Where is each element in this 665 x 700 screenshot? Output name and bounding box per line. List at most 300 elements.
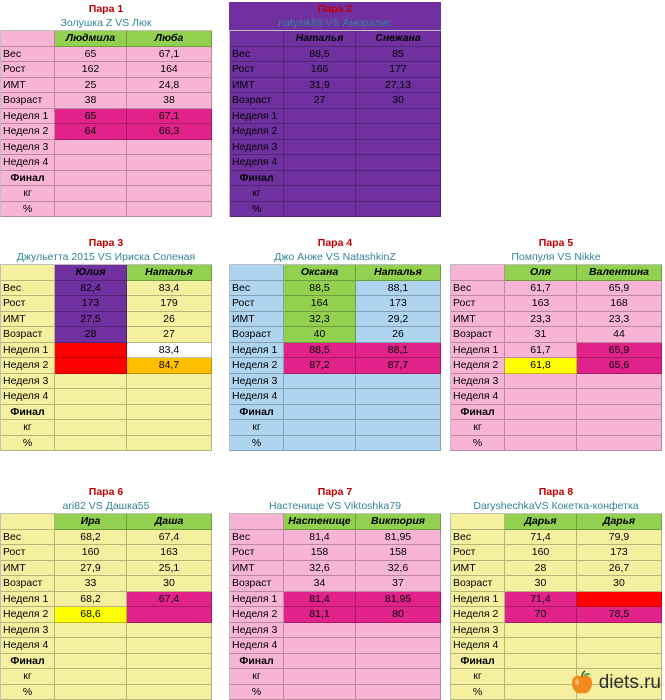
- row-label: Финал: [451, 654, 505, 670]
- row-label: %: [230, 202, 284, 218]
- value-cell-1: [505, 685, 577, 700]
- value-cell-2: [356, 109, 441, 125]
- value-cell-2: 177: [356, 62, 441, 78]
- row-label: Неделя 1: [230, 343, 284, 359]
- row-label: кг: [230, 420, 284, 436]
- value-cell-1: 163: [505, 296, 577, 312]
- value-cell-2: [127, 623, 212, 639]
- value-cell-2: 27: [127, 327, 212, 343]
- row-label: Финал: [1, 654, 55, 670]
- header-corner: [451, 514, 505, 530]
- participant-name-1: Юлия: [55, 265, 127, 281]
- value-cell-1: 81,1: [284, 607, 356, 623]
- table-row: [1, 312, 212, 328]
- table-row: [1, 155, 212, 171]
- table-row: [1, 420, 212, 436]
- value-cell-2: 23,3: [577, 312, 662, 328]
- row-label: Неделя 2: [1, 124, 55, 140]
- row-label: %: [451, 685, 505, 700]
- table-row: [451, 623, 662, 639]
- value-cell-2: 173: [577, 545, 662, 561]
- participant-name-2: Наталья: [127, 265, 212, 281]
- value-cell-1: [55, 171, 127, 187]
- value-cell-2: [577, 374, 662, 390]
- value-cell-2: [127, 405, 212, 421]
- table-row: [230, 78, 441, 94]
- row-label: Возраст: [1, 576, 55, 592]
- value-cell-2: [127, 186, 212, 202]
- value-cell-1: [505, 638, 577, 654]
- header-corner: [1, 514, 55, 530]
- table-row: [451, 358, 662, 374]
- apple-icon: [569, 670, 595, 696]
- table-row: [451, 374, 662, 390]
- value-cell-2: 163: [127, 545, 212, 561]
- value-cell-2: [127, 171, 212, 187]
- pair-subtitle: DaryshechkaVS Кокетка-конфетка: [473, 500, 639, 512]
- pair-table: [229, 30, 441, 217]
- value-cell-1: 88,5: [284, 343, 356, 359]
- value-cell-1: 68,2: [55, 592, 127, 608]
- value-cell-1: 61,7: [505, 343, 577, 359]
- row-label: %: [230, 685, 284, 700]
- table-row: [230, 389, 441, 405]
- value-cell-1: 164: [284, 296, 356, 312]
- row-label: Вес: [230, 530, 284, 546]
- value-cell-2: [127, 436, 212, 452]
- value-cell-2: 80: [356, 607, 441, 623]
- table-row: [230, 202, 441, 218]
- table-row: [230, 654, 441, 670]
- value-cell-2: [577, 592, 662, 608]
- row-label: Неделя 4: [1, 638, 55, 654]
- value-cell-2: 85: [356, 47, 441, 63]
- value-cell-1: [55, 374, 127, 390]
- value-cell-2: [356, 202, 441, 218]
- value-cell-2: 88,1: [356, 343, 441, 359]
- value-cell-1: [284, 140, 356, 156]
- table-row: [230, 420, 441, 436]
- row-label: Вес: [1, 530, 55, 546]
- row-label: Возраст: [1, 93, 55, 109]
- table-row: [451, 530, 662, 546]
- row-label: Неделя 1: [451, 343, 505, 359]
- pair-title: Пара 5: [538, 237, 574, 249]
- value-cell-2: [356, 405, 441, 421]
- value-cell-1: [55, 140, 127, 156]
- table-row: [451, 405, 662, 421]
- row-label: Рост: [1, 296, 55, 312]
- participant-name-2: Дарья: [577, 514, 662, 530]
- value-cell-1: [505, 374, 577, 390]
- value-cell-2: 83,4: [127, 343, 212, 359]
- value-cell-1: [284, 405, 356, 421]
- row-label: Неделя 1: [1, 592, 55, 608]
- row-label: Неделя 1: [1, 109, 55, 125]
- value-cell-2: [356, 171, 441, 187]
- value-cell-1: 160: [55, 545, 127, 561]
- header-corner: [230, 514, 284, 530]
- row-label: Финал: [1, 171, 55, 187]
- row-label: Неделя 4: [451, 389, 505, 405]
- row-label: Вес: [451, 281, 505, 297]
- value-cell-1: [284, 389, 356, 405]
- row-label: Неделя 1: [230, 592, 284, 608]
- value-cell-1: 23,3: [505, 312, 577, 328]
- table-row: [1, 78, 212, 94]
- row-label: ИМТ: [1, 78, 55, 94]
- table-row: [1, 654, 212, 670]
- table-row: [1, 530, 212, 546]
- table-row: [451, 296, 662, 312]
- value-cell-1: 25: [55, 78, 127, 94]
- table-row: [230, 312, 441, 328]
- table-row: [451, 576, 662, 592]
- table-row: [1, 171, 212, 187]
- value-cell-1: 61,7: [505, 281, 577, 297]
- row-label: Вес: [230, 47, 284, 63]
- value-cell-1: 70: [505, 607, 577, 623]
- table-row: [1, 281, 212, 297]
- table-row: [230, 607, 441, 623]
- row-label: Вес: [1, 47, 55, 63]
- value-cell-1: [284, 685, 356, 700]
- value-cell-2: 26,7: [577, 561, 662, 577]
- row-label: Неделя 3: [230, 140, 284, 156]
- table-row: [451, 281, 662, 297]
- value-cell-2: 67,1: [127, 47, 212, 63]
- pair-title: Пара 2: [229, 2, 441, 16]
- value-cell-1: [284, 669, 356, 685]
- value-cell-2: 65,9: [577, 281, 662, 297]
- pair-subtitle: Джо Анже VS NatashkinZ: [274, 251, 396, 263]
- row-label: Неделя 1: [230, 109, 284, 125]
- value-cell-1: 28: [505, 561, 577, 577]
- row-label: %: [1, 685, 55, 700]
- row-label: Финал: [230, 405, 284, 421]
- value-cell-1: [55, 155, 127, 171]
- table-row: [1, 343, 212, 359]
- value-cell-1: [505, 389, 577, 405]
- participant-name-1: Оксана: [284, 265, 356, 281]
- value-cell-1: [55, 654, 127, 670]
- value-cell-1: [55, 436, 127, 452]
- pair-3-block: [0, 236, 212, 451]
- header-corner: [230, 265, 284, 281]
- pair-2-block: [229, 2, 441, 217]
- value-cell-2: [356, 420, 441, 436]
- participant-name-2: Наталья: [356, 265, 441, 281]
- value-cell-2: [356, 623, 441, 639]
- value-cell-2: [356, 374, 441, 390]
- table-row: [230, 623, 441, 639]
- table-row: [451, 343, 662, 359]
- row-label: Неделя 3: [1, 140, 55, 156]
- table-row: [451, 420, 662, 436]
- pair-4-block: [229, 236, 441, 451]
- value-cell-1: 27,9: [55, 561, 127, 577]
- row-label: кг: [230, 186, 284, 202]
- table-row: [1, 607, 212, 623]
- value-cell-2: [577, 654, 662, 670]
- row-label: Неделя 4: [1, 389, 55, 405]
- value-cell-2: [356, 669, 441, 685]
- value-cell-2: [356, 654, 441, 670]
- value-cell-2: 66,3: [127, 124, 212, 140]
- value-cell-1: [284, 202, 356, 218]
- table-row: [451, 436, 662, 452]
- value-cell-2: [127, 654, 212, 670]
- table-row: [1, 592, 212, 608]
- row-label: Возраст: [230, 576, 284, 592]
- row-label: ИМТ: [230, 561, 284, 577]
- value-cell-2: [577, 638, 662, 654]
- header-row: [451, 514, 662, 530]
- value-cell-2: 30: [127, 576, 212, 592]
- value-cell-2: [127, 420, 212, 436]
- row-label: Неделя 2: [451, 607, 505, 623]
- table-row: [451, 545, 662, 561]
- row-label: кг: [1, 669, 55, 685]
- row-label: ИМТ: [230, 78, 284, 94]
- value-cell-2: [577, 389, 662, 405]
- table-row: [1, 124, 212, 140]
- value-cell-2: 30: [356, 93, 441, 109]
- value-cell-1: 61,8: [505, 358, 577, 374]
- row-label: Неделя 2: [1, 607, 55, 623]
- table-row: [230, 374, 441, 390]
- table-row: [451, 389, 662, 405]
- value-cell-1: 81,4: [284, 530, 356, 546]
- value-cell-2: [356, 186, 441, 202]
- row-label: %: [1, 202, 55, 218]
- table-row: [1, 93, 212, 109]
- table-row: [230, 358, 441, 374]
- table-row: [1, 638, 212, 654]
- table-row: [230, 327, 441, 343]
- value-cell-2: [356, 389, 441, 405]
- value-cell-1: 33: [55, 576, 127, 592]
- table-row: [1, 389, 212, 405]
- row-label: Возраст: [230, 327, 284, 343]
- value-cell-2: [356, 140, 441, 156]
- pair-7-block: [229, 485, 441, 700]
- value-cell-1: 40: [284, 327, 356, 343]
- value-cell-1: 65: [55, 109, 127, 125]
- row-label: Рост: [1, 62, 55, 78]
- value-cell-2: 29,2: [356, 312, 441, 328]
- row-label: Неделя 4: [1, 155, 55, 171]
- value-cell-1: 71,4: [505, 530, 577, 546]
- value-cell-2: 24,8: [127, 78, 212, 94]
- value-cell-1: [284, 186, 356, 202]
- row-label: Возраст: [451, 327, 505, 343]
- value-cell-1: 71,4: [505, 592, 577, 608]
- table-row: [230, 171, 441, 187]
- value-cell-2: [356, 685, 441, 700]
- row-label: кг: [451, 420, 505, 436]
- header-corner: [451, 265, 505, 281]
- value-cell-2: 27,13: [356, 78, 441, 94]
- value-cell-1: [505, 405, 577, 421]
- value-cell-2: [127, 685, 212, 700]
- row-label: Неделя 4: [230, 389, 284, 405]
- value-cell-1: 64: [55, 124, 127, 140]
- header-row: [230, 31, 441, 47]
- row-label: ИМТ: [1, 312, 55, 328]
- value-cell-2: [127, 607, 212, 623]
- row-label: Неделя 3: [451, 374, 505, 390]
- participant-name-1: Наталья: [284, 31, 356, 47]
- value-cell-1: 88,5: [284, 47, 356, 63]
- table-row: [230, 576, 441, 592]
- pair-table: [229, 264, 441, 451]
- row-label: Рост: [451, 296, 505, 312]
- row-label: Рост: [451, 545, 505, 561]
- value-cell-1: 38: [55, 93, 127, 109]
- row-label: кг: [1, 186, 55, 202]
- value-cell-1: 68,6: [55, 607, 127, 623]
- row-label: ИМТ: [451, 312, 505, 328]
- value-cell-2: 84,7: [127, 358, 212, 374]
- pair-title: Пара 6: [88, 486, 124, 498]
- pair-title: Пара 3: [88, 237, 124, 249]
- participant-name-2: Снежана: [356, 31, 441, 47]
- value-cell-1: [505, 420, 577, 436]
- value-cell-1: [284, 124, 356, 140]
- diets-logo[interactable]: [569, 670, 661, 696]
- row-label: Финал: [230, 171, 284, 187]
- value-cell-2: [127, 140, 212, 156]
- value-cell-1: [284, 436, 356, 452]
- value-cell-2: 164: [127, 62, 212, 78]
- table-row: [451, 327, 662, 343]
- value-cell-1: 30: [505, 576, 577, 592]
- row-label: Вес: [1, 281, 55, 297]
- value-cell-2: 37: [356, 576, 441, 592]
- value-cell-2: 26: [127, 312, 212, 328]
- table-row: [230, 669, 441, 685]
- value-cell-1: 68,2: [55, 530, 127, 546]
- value-cell-2: 83,4: [127, 281, 212, 297]
- row-label: Неделя 4: [451, 638, 505, 654]
- pair-table: [0, 264, 212, 451]
- pair-table: [0, 513, 212, 700]
- table-row: [1, 202, 212, 218]
- table-row: [1, 140, 212, 156]
- value-cell-2: [577, 420, 662, 436]
- row-label: Неделя 4: [230, 155, 284, 171]
- table-row: [230, 93, 441, 109]
- row-label: ИМТ: [1, 561, 55, 577]
- value-cell-1: [55, 669, 127, 685]
- value-cell-2: 81,95: [356, 530, 441, 546]
- table-row: [1, 685, 212, 700]
- pair-title: Пара 7: [317, 486, 353, 498]
- pair-title: Пара 8: [538, 486, 574, 498]
- header-corner: [1, 31, 55, 47]
- table-row: [1, 623, 212, 639]
- value-cell-1: 31,9: [284, 78, 356, 94]
- table-row: [230, 685, 441, 700]
- row-label: Неделя 3: [1, 374, 55, 390]
- table-row: [1, 62, 212, 78]
- value-cell-2: 30: [577, 576, 662, 592]
- table-row: [1, 436, 212, 452]
- value-cell-2: [127, 155, 212, 171]
- row-label: ИМТ: [451, 561, 505, 577]
- row-label: Вес: [230, 281, 284, 297]
- value-cell-1: [55, 389, 127, 405]
- table-row: [230, 155, 441, 171]
- pair-table: [450, 264, 662, 451]
- participant-name-1: Дарья: [505, 514, 577, 530]
- value-cell-1: [284, 171, 356, 187]
- table-row: [1, 405, 212, 421]
- table-row: [1, 358, 212, 374]
- row-label: Финал: [230, 654, 284, 670]
- row-label: Неделя 2: [230, 607, 284, 623]
- value-cell-2: 67,1: [127, 109, 212, 125]
- table-row: [1, 296, 212, 312]
- value-cell-1: 160: [505, 545, 577, 561]
- pair-subtitle: Джульетта 2015 VS Ириска Соленая: [16, 251, 196, 263]
- value-cell-1: [55, 343, 127, 359]
- table-row: [230, 545, 441, 561]
- header-row: [1, 265, 212, 281]
- table-row: [1, 576, 212, 592]
- row-label: Возраст: [230, 93, 284, 109]
- pair-6-block: [0, 485, 212, 700]
- table-row: [451, 592, 662, 608]
- table-row: [1, 186, 212, 202]
- logo-text: diets.ru: [598, 672, 661, 693]
- row-label: Неделя 2: [230, 124, 284, 140]
- value-cell-1: [284, 623, 356, 639]
- pair-subtitle: ari82 VS Дашка55: [62, 500, 150, 512]
- value-cell-1: [505, 436, 577, 452]
- value-cell-2: [127, 389, 212, 405]
- row-label: Рост: [230, 62, 284, 78]
- value-cell-1: 87,2: [284, 358, 356, 374]
- table-row: [230, 638, 441, 654]
- value-cell-1: [284, 638, 356, 654]
- participant-name-2: Валентина: [577, 265, 662, 281]
- value-cell-2: 44: [577, 327, 662, 343]
- value-cell-1: 27,5: [55, 312, 127, 328]
- table-row: [230, 109, 441, 125]
- value-cell-2: 67,4: [127, 530, 212, 546]
- row-label: %: [451, 436, 505, 452]
- row-label: Рост: [230, 296, 284, 312]
- table-row: [230, 47, 441, 63]
- pair-5-block: [450, 236, 662, 451]
- row-label: Вес: [451, 530, 505, 546]
- participant-name-2: Виктория: [356, 514, 441, 530]
- value-cell-1: 65: [55, 47, 127, 63]
- pair-title: Пара 1: [88, 3, 124, 15]
- value-cell-1: 27: [284, 93, 356, 109]
- value-cell-2: [356, 638, 441, 654]
- participant-name-1: Людмила: [55, 31, 127, 47]
- value-cell-1: [55, 405, 127, 421]
- value-cell-2: 78,5: [577, 607, 662, 623]
- table-row: [1, 47, 212, 63]
- value-cell-2: [577, 405, 662, 421]
- value-cell-1: 31: [505, 327, 577, 343]
- table-row: [1, 109, 212, 125]
- row-label: Неделя 3: [451, 623, 505, 639]
